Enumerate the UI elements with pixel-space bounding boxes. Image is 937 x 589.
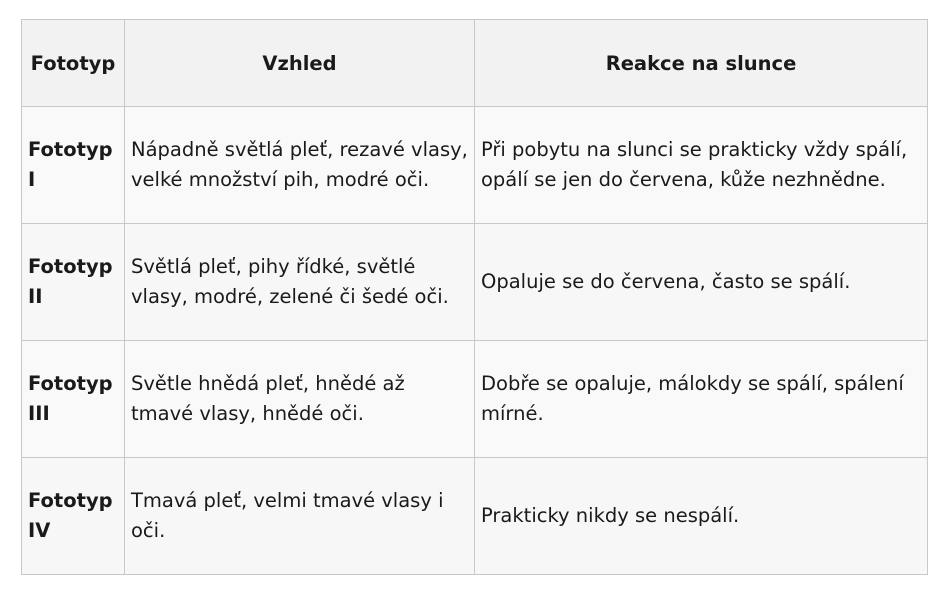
sun-reaction-cell: Prakticky nikdy se nespálí. (475, 458, 928, 575)
table-row (22, 458, 928, 575)
table-body (22, 107, 928, 575)
table-row (22, 341, 928, 458)
table-row (22, 107, 928, 224)
header-row (22, 20, 928, 107)
table-row (22, 224, 928, 341)
header-phototype: Fototyp (22, 20, 125, 107)
phototype-cell: Fototyp II (22, 224, 125, 341)
phototype-table (21, 19, 928, 575)
appearance-cell: Světlá pleť, pihy řídké, světlé vlasy, modré, zelené či šedé oči. (125, 224, 475, 341)
header-sun-reaction: Reakce na slunce (475, 20, 928, 107)
phototype-cell: Fototyp IV (22, 458, 125, 575)
appearance-cell: Tmavá pleť, velmi tmavé vlasy i oči. (125, 458, 475, 575)
sun-reaction-cell: Při pobytu na slunci se prakticky vždy spálí, opálí se jen do červena, kůže nezhnědne. (475, 107, 928, 224)
phototype-cell: Fototyp III (22, 341, 125, 458)
sun-reaction-cell: Opaluje se do červena, často se spálí. (475, 224, 928, 341)
appearance-cell: Světle hnědá pleť, hnědé až tmavé vlasy, hnědé oči. (125, 341, 475, 458)
table-header (22, 20, 928, 107)
sun-reaction-cell: Dobře se opaluje, málokdy se spálí, spálení mírné. (475, 341, 928, 458)
header-appearance: Vzhled (125, 20, 475, 107)
phototype-table-container (21, 19, 927, 575)
appearance-cell: Nápadně světlá pleť, rezavé vlasy, velké množství pih, modré oči. (125, 107, 475, 224)
phototype-cell: Fototyp I (22, 107, 125, 224)
